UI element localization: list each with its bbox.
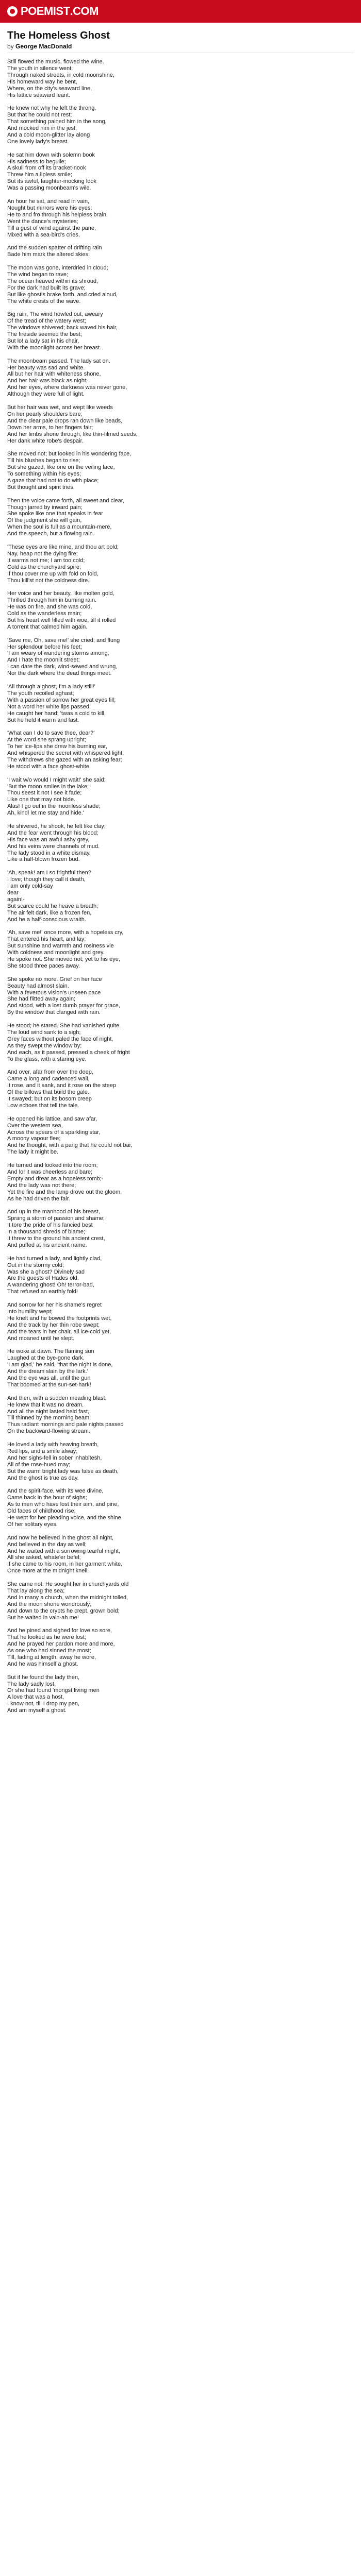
poem-line: Through naked streets, in cold moonshine, (7, 72, 114, 78)
poem-line: But scarce could he heave a breath; (7, 903, 99, 909)
poem-line: His face was an awful ashy grey, (7, 836, 90, 843)
poem-line: The windows shivered; back waved his hair, (7, 325, 118, 331)
poem-line: To her ice-lips she drew his burning ear, (7, 743, 107, 750)
stanza (7, 451, 354, 490)
stanza (7, 1023, 354, 1062)
poem-line: And the lady was not there; (7, 1182, 76, 1189)
poem-line: She came not. He sought her in churchyards old (7, 1581, 129, 1588)
poem-line: It tore the pride of his fancied best (7, 1222, 93, 1229)
stanza (7, 590, 354, 630)
poem-line: That entered his heart, and lay; (7, 936, 86, 943)
poem-line: Went the dance's mysteries; (7, 218, 78, 225)
poem-line: And am myself a ghost. (7, 1707, 67, 1714)
poem-line: Over the western sea, (7, 1122, 63, 1129)
poem-line: He had turned a lady, and lightly clad, (7, 1255, 102, 1262)
stanza (7, 498, 354, 537)
poem-line: Though jarred by inward pain; (7, 504, 83, 511)
poem-line: With a feverous vision's unseen pace (7, 989, 101, 996)
poem-line: But she gazed, like one on the veiling lace, (7, 464, 115, 471)
poem-line: A gaze that had not to do with place; (7, 477, 99, 484)
byline-prefix: by (7, 43, 14, 50)
poem-line: dear (7, 890, 19, 896)
site-name: POEMIST (21, 5, 70, 18)
stanza (7, 730, 354, 770)
poem-line: To the glass, with a staring eye. (7, 1056, 87, 1062)
poem-line: The moon was gone, interdried in cloud; (7, 265, 108, 272)
poem-line: She spoke no more. Grief on her face (7, 976, 102, 982)
poem-line: 'All through a ghost, I'm a lady still!' (7, 683, 95, 690)
poem-line: Cold as the wanderless main; (7, 611, 82, 617)
poem-line: Her splendour before his feet; (7, 643, 82, 650)
poem-line: Into humility wept; (7, 1308, 53, 1315)
poem-line: She stood three paces away. (7, 962, 80, 969)
poem-line: And her sighs-fell in sober inhabitesh, (7, 1454, 102, 1461)
poem-line: And a cold moon-glitter lay along (7, 131, 90, 138)
poem-line: An hour he sat, and read in vain, (7, 198, 89, 205)
poem-line: And I hate the moonlit street; (7, 657, 80, 664)
poem-line: Nor the dark where the dead things meet. (7, 670, 112, 677)
poem-title: The Homeless Ghost (7, 30, 110, 41)
poem-line: Cold as the churchyard spire; (7, 564, 81, 570)
poem-line: If thou cover me up with fold on fold, (7, 570, 99, 577)
poem-line: Thou kill'st not the coldness dire.' (7, 577, 91, 584)
poem-line: Thrilled through him in burning rain. (7, 597, 97, 604)
poem-line: Where, on the city's seaward line, (7, 85, 92, 92)
poem-line: He woke at dawn. The flaming sun (7, 1348, 94, 1355)
poem-line: And he pined and sighed for love so sore, (7, 1628, 112, 1634)
poem-line: Of the tread of the watery west; (7, 318, 86, 325)
stanza (7, 870, 354, 923)
stanza (7, 1628, 354, 1667)
stanza (7, 358, 354, 398)
poem-line: She had flitted away again; (7, 996, 76, 1003)
poem-line: With coldness and moonlight and grey. (7, 950, 105, 956)
poem-line: The ocean heaved within its shroud, (7, 278, 99, 284)
poem-line: But if he found the lady then, (7, 1674, 80, 1681)
poem-line: The withdrews she gazed with an asking fear; (7, 756, 122, 763)
stanza (7, 976, 354, 1016)
poem-line: He caught her hand; 'twas a cold to kill, (7, 710, 106, 717)
poem-line: And over, afar from over the deep, (7, 1069, 93, 1076)
poem-line: And sorrow for her his shame's regret (7, 1302, 102, 1309)
poem-line: Empty and drear as a hopeless tomb;- (7, 1175, 104, 1182)
poem-line: His homeward way he bent, (7, 78, 77, 85)
poem-line: But her hair was wet, and wept like weeds (7, 404, 113, 411)
stanza (7, 1488, 354, 1528)
poem-line: 'What can I do to save thee, dear?' (7, 730, 95, 737)
stanza (7, 637, 354, 677)
poem-line: Was she a ghost? Divinely sad (7, 1268, 85, 1275)
site-logo[interactable] (7, 5, 99, 18)
stanza (7, 404, 354, 444)
poem-line: It rose, and it sank, and it rose on the steep (7, 1082, 116, 1089)
poem-line: Till, fading at length, away he wore, (7, 1654, 96, 1660)
poem-line: The youth recoiled aghast; (7, 690, 74, 697)
poem-line: He wept for her pleading voice, and the shine (7, 1514, 121, 1521)
poem-line: Alas! I go out in the moonless shade; (7, 803, 101, 810)
poem-line: By the window that clanged with rain. (7, 1009, 101, 1016)
poem-line: As one who had sinned the most; (7, 1648, 91, 1654)
poem-line: And the spirit-face, with its wee divine, (7, 1488, 104, 1495)
stanza (7, 245, 354, 258)
poem-line: A torrent that calmed him again. (7, 623, 88, 630)
poem-line: That something pained him in the song, (7, 118, 107, 125)
poem-line: The moonbeam passed. The lady sat on. (7, 358, 110, 364)
poem-line: Beauty had almost slain. (7, 982, 69, 989)
poem-line: The lady sadly lost, (7, 1681, 56, 1687)
poem-line: And moaned until he slept. (7, 1335, 75, 1342)
poem-line: Like a half-blown frozen bud. (7, 856, 80, 863)
stanza (7, 544, 354, 584)
author-link[interactable]: George MacDonald (15, 43, 72, 50)
poem-line: Threw him a lipless smile; (7, 172, 72, 178)
poem-line: And he thought, with a pang that he could not bar, (7, 1142, 133, 1149)
stanza (7, 777, 354, 817)
poem-line: He to and fro through his helpless brain, (7, 211, 108, 218)
poem-line: Thus radiant mornings and pale nights passed (7, 1421, 124, 1428)
byline (7, 43, 72, 50)
poem-line: Till his blushes began to rise; (7, 457, 80, 464)
poem-line: To something within his eyes; (7, 471, 81, 478)
poem-line: And the moon shone wondrously; (7, 1601, 92, 1607)
poem-line: He was on fire, and she was cold, (7, 604, 92, 611)
poem-line: A skull from off its bracket-nook (7, 165, 86, 172)
poem-line: But he held it warm and fast. (7, 717, 79, 723)
poem-line: But thought and spirit tries. (7, 484, 75, 490)
poem-line: And lo! it was cheerless and bare; (7, 1168, 93, 1175)
poem-line: I love; though they call it death, (7, 876, 86, 883)
poem-line: Or she had found 'mongst living men (7, 1687, 100, 1694)
poem-line: Her beauty was sad and white. (7, 364, 85, 371)
poem-line: That refused an earthly fold! (7, 1289, 78, 1295)
poem-line: And he prayed her pardon more and more, (7, 1641, 115, 1648)
poem-line: Till a gust of wind against the pane, (7, 225, 96, 231)
poem-line: Came a long and cadenced wail, (7, 1076, 90, 1082)
poem-line: With the moonlight across her breast. (7, 344, 102, 351)
poem-line: He loved a lady with heaving breath, (7, 1442, 99, 1448)
poem-line: A love that was a host, (7, 1694, 64, 1701)
poem-line: And believed in the day as well; (7, 1541, 87, 1548)
poem-line: Nay, heap not the dying fire; (7, 550, 78, 557)
poem-line: And his veins were channels of mud. (7, 843, 100, 850)
poem-line: 'These eyes are like mine, and thou art bold; (7, 544, 119, 550)
poem-line: The wind began to rave; (7, 271, 69, 278)
poem-line: All she asked, whate'er befel; (7, 1554, 81, 1561)
poem-line: She moved not; but looked in his wondering face, (7, 451, 132, 457)
poem-line: 'But the moon smiles in the lake; (7, 783, 89, 790)
poem-line: And the fear went through his blood; (7, 829, 99, 836)
poem-line: That lay along the sea; (7, 1587, 65, 1594)
poem-line: He opened his lattice, and saw afar, (7, 1115, 97, 1122)
poem-line: Out in the stormy cold; (7, 1262, 64, 1268)
poem-line: But that he could not rest; (7, 112, 72, 118)
stanza (7, 311, 354, 351)
poem-line: Thou seest it not I see it fade; (7, 790, 82, 796)
poem-line: I can dare the dark, wind-sewed and wrung, (7, 664, 118, 670)
poem-line: Sprang a storm of passion and shame; (7, 1215, 105, 1222)
poem-line: Once more at the midnight knell. (7, 1568, 89, 1574)
poem-line: As to men who have lost their aim, and pine, (7, 1501, 119, 1508)
poem-line: All of the rose-hued may; (7, 1461, 71, 1468)
poem-line: He knew that it was no dream. (7, 1401, 84, 1408)
stanza (7, 105, 354, 145)
poem-line: Of the billows that build the gale. (7, 1089, 89, 1096)
poem-line: He shivered, he shook, he felt like clay; (7, 823, 106, 829)
poem-line: And now he believed in the ghost all night, (7, 1534, 114, 1541)
poem-line: And he was himself a ghost. (7, 1660, 78, 1667)
poem-line: The youth in silence went; (7, 65, 73, 72)
poem-line: Still flowed the music, flowed the wine. (7, 59, 104, 65)
poem-line: Till thinned by the morning beam, (7, 1415, 91, 1421)
poem-line: But lo! a lady sat in his chair, (7, 337, 79, 344)
poem-line: Mixed with a sea-bird's cries, (7, 231, 80, 238)
stanza (7, 1116, 354, 1156)
poem-line: But his heart well filled with woe, till it rolled (7, 617, 116, 623)
poem-line: And the sudden spatter of drifting rain (7, 245, 102, 251)
poem-line: The fireside seemed the best; (7, 331, 82, 338)
poem-line: again!- (7, 896, 25, 903)
poem-line: I know not, till I drop my pen, (7, 1701, 80, 1707)
poemist-logo-icon (7, 6, 18, 16)
poem-line: That he looked as he were lost; (7, 1634, 86, 1641)
poem-line: He stood with a face ghost-white. (7, 763, 91, 770)
stanza (7, 265, 354, 304)
poem-line: Bade him mark the altered skies. (7, 251, 90, 258)
poem-line: Nought but mirrors were his eyes; (7, 205, 92, 211)
poem-line: Red lips, and a smile alway; (7, 1448, 78, 1454)
poem-line: And stood, with a lost dumb prayer for grace, (7, 1003, 120, 1009)
stanza (7, 1209, 354, 1248)
poem-line: It threw to the ground his ancient crest, (7, 1235, 105, 1242)
poem-line: He sat him down with solemn book (7, 151, 95, 158)
poem-line: And he a half-conscious wraith. (7, 916, 86, 923)
poem-line: And then, with a sudden meading blast, (7, 1395, 107, 1401)
stanza (7, 929, 354, 969)
stanza (7, 1302, 354, 1342)
poem-line: And down to the crypts he crept, grown bold; (7, 1607, 120, 1614)
poem-line: Yet the fire and the lamp drove out the gloom, (7, 1189, 122, 1195)
poem-line: Grey faces without paled the face of night, (7, 1036, 113, 1042)
poem-line: Old faces of childhood rise; (7, 1508, 76, 1515)
poem-line: A moony vapour flee; (7, 1136, 61, 1142)
poem-line: And the track by her thin robe swept; (7, 1321, 100, 1328)
poem-line: Laughed at the bye-gone dark. (7, 1355, 85, 1362)
poem-line: He stood; he stared. She had vanished quite. (7, 1023, 121, 1029)
poem-line: And the clear pale drops ran down like beads, (7, 417, 123, 424)
poem-line: Of the judgment she will gain, (7, 517, 82, 524)
poem-line: Although they were full of light. (7, 391, 85, 398)
poem-line: Big rain, The wind howled out, aweary (7, 311, 103, 318)
poem-line: Down her arms, to her fingers fair; (7, 424, 93, 431)
poem-line: Her dank white robe's despair. (7, 437, 84, 444)
poem-line: With a passion of sorrow her great eyes fill; (7, 697, 116, 703)
poem-line: The white crests of the wave. (7, 298, 81, 304)
stanza (7, 59, 354, 98)
poem-line: Low echoes that tell the tale. (7, 1102, 79, 1109)
poem-line: Then the voice came forth, all sweet and clear, (7, 497, 124, 504)
poem-line: The air felt dark, like a frozen fen, (7, 909, 92, 916)
stanza (7, 198, 354, 238)
poem-line: And whispered the secret with whispered light; (7, 750, 124, 757)
poem-line: On the backward-flowing stream. (7, 1428, 90, 1435)
poem-line: In a thousand shreds of blame; (7, 1229, 86, 1235)
poem-line: And each, as it passed, pressed a cheek of fright (7, 1049, 130, 1056)
poem-line: Was a passing moonbeam's wile. (7, 185, 91, 192)
poem-line: That boomed at the sun-set-hark! (7, 1381, 91, 1388)
stanza (7, 1069, 354, 1109)
poem-line: He spoke not. She moved not; yet to his eye, (7, 956, 120, 963)
poem-line: And the speech, but a flowing rain. (7, 531, 94, 537)
poem-line: The loud wind sank to a sigh; (7, 1029, 81, 1036)
poem-line: A wandering ghost! Oh! terror-bad, (7, 1282, 94, 1289)
poem-line: 'Save me, Oh, save me!' she cried; and flung (7, 637, 120, 643)
stanza (7, 1348, 354, 1388)
poem-line: If she came to his room, in her garment white, (7, 1561, 123, 1568)
stanza (7, 152, 354, 192)
poem-line: He knelt and he bowed the footprints wet, (7, 1315, 112, 1321)
poem-line: But its awful, laughter-mocking look (7, 178, 97, 185)
poem-line: As they swept the window by; (7, 1042, 82, 1049)
stanza (7, 1442, 354, 1481)
poem-line: But he waited in vain-ah me! (7, 1614, 79, 1621)
poem-line: And all the night lasted heid fast, (7, 1408, 89, 1415)
poem-line: Came back in the hour of sighs; (7, 1495, 87, 1501)
poem-line: And her hair was black as night; (7, 378, 88, 384)
poem-line: It swayed; but on its bosom creep (7, 1096, 92, 1103)
poem-line: And her limbs shone through, like thin-filmed seeds, (7, 431, 138, 437)
poem-line: And the ghost is true as day. (7, 1475, 79, 1481)
stanza (7, 1674, 354, 1714)
poem-line: She spoke like one that speaks in fear (7, 511, 103, 517)
stanza (7, 1256, 354, 1295)
stanza (7, 1162, 354, 1202)
poem-line: At the word she sprang upright; (7, 737, 86, 743)
poem-line: Not a word her white lips passed; (7, 703, 91, 710)
poem-line: On her pearly shoulders bare; (7, 411, 83, 417)
poem-line: And the eye was all, until the gun (7, 1375, 91, 1381)
stanza (7, 1581, 354, 1621)
poem-line: When the soul is full as a mountain-mere, (7, 524, 112, 531)
poem-line: Of her solitary eyes. (7, 1521, 58, 1528)
poem-line: And her eyes, where darkness was never gone, (7, 384, 127, 391)
poem-line: One lovely lady's breast. (7, 138, 69, 145)
poem-line: 'Ah, save me!' once more, with a hopeless cry, (7, 929, 124, 936)
poem-line: Like one that may not bide. (7, 796, 76, 803)
poem-line: 'I am glad,' he said, 'that the night is done, (7, 1362, 113, 1368)
poem-line: All but her hair with whiteness shone, (7, 371, 101, 378)
poem-line: I am only cold-say (7, 883, 53, 890)
poem-line: Ah, kindl let me stay and hide.' (7, 810, 84, 817)
stanza (7, 684, 354, 723)
poem-line: And mocked him in the jest; (7, 125, 77, 132)
site-tld: .COM (70, 5, 99, 18)
poem-line: Are the guests of Hades old. (7, 1275, 79, 1282)
poem-line: His sadness to beguile; (7, 158, 66, 165)
poem-line: It warms not me; I am too cold; (7, 557, 85, 564)
poem-line: 'Ah, speak! am I so frightful then? (7, 870, 91, 876)
poem-line: He turned and looked into the room; (7, 1162, 98, 1169)
poem-line: And the tears in her chair, all ice-cold yet, (7, 1328, 111, 1335)
poem-line: And puffed at his ancient name. (7, 1242, 87, 1248)
poem-line: But sunshine and warmth and rosiness vie (7, 943, 114, 950)
poem-line: And in many a church, when the midnight tolled, (7, 1594, 128, 1601)
poem-line: And he waited with a sorrowing tearful might, (7, 1548, 120, 1554)
poem-line: Across the spears of a sparkling star, (7, 1129, 101, 1136)
poem-line: He knew not why he left the throng, (7, 105, 96, 112)
stanza (7, 1535, 354, 1574)
stanza (7, 823, 354, 863)
poem-line: 'I am weary of wandering storms among, (7, 650, 109, 657)
poem-line: But like ghostis brake forth, and cried aloud, (7, 291, 118, 298)
poem-line: As he had driven the fair. (7, 1195, 70, 1202)
poem-line: But the warm bright lady was false as death, (7, 1468, 119, 1475)
poem-line: And up in the manhood of his breast, (7, 1209, 100, 1215)
poem-line: And the dream slain by the lark.' (7, 1368, 88, 1375)
poem-line: His lattice seaward leant. (7, 92, 71, 98)
poem-line: Her voice and her beauty, like molten gold, (7, 590, 114, 597)
poem-line: 'I wait w/o would I might wait!' she said; (7, 776, 106, 783)
poem-line: The lady stood in a white dismay, (7, 850, 91, 856)
poem-body (7, 59, 354, 1721)
stanza (7, 1395, 354, 1435)
site-header (0, 0, 361, 23)
poem-line: For the dark had built its grave; (7, 284, 86, 291)
poem-line: The lady it might be. (7, 1149, 59, 1156)
